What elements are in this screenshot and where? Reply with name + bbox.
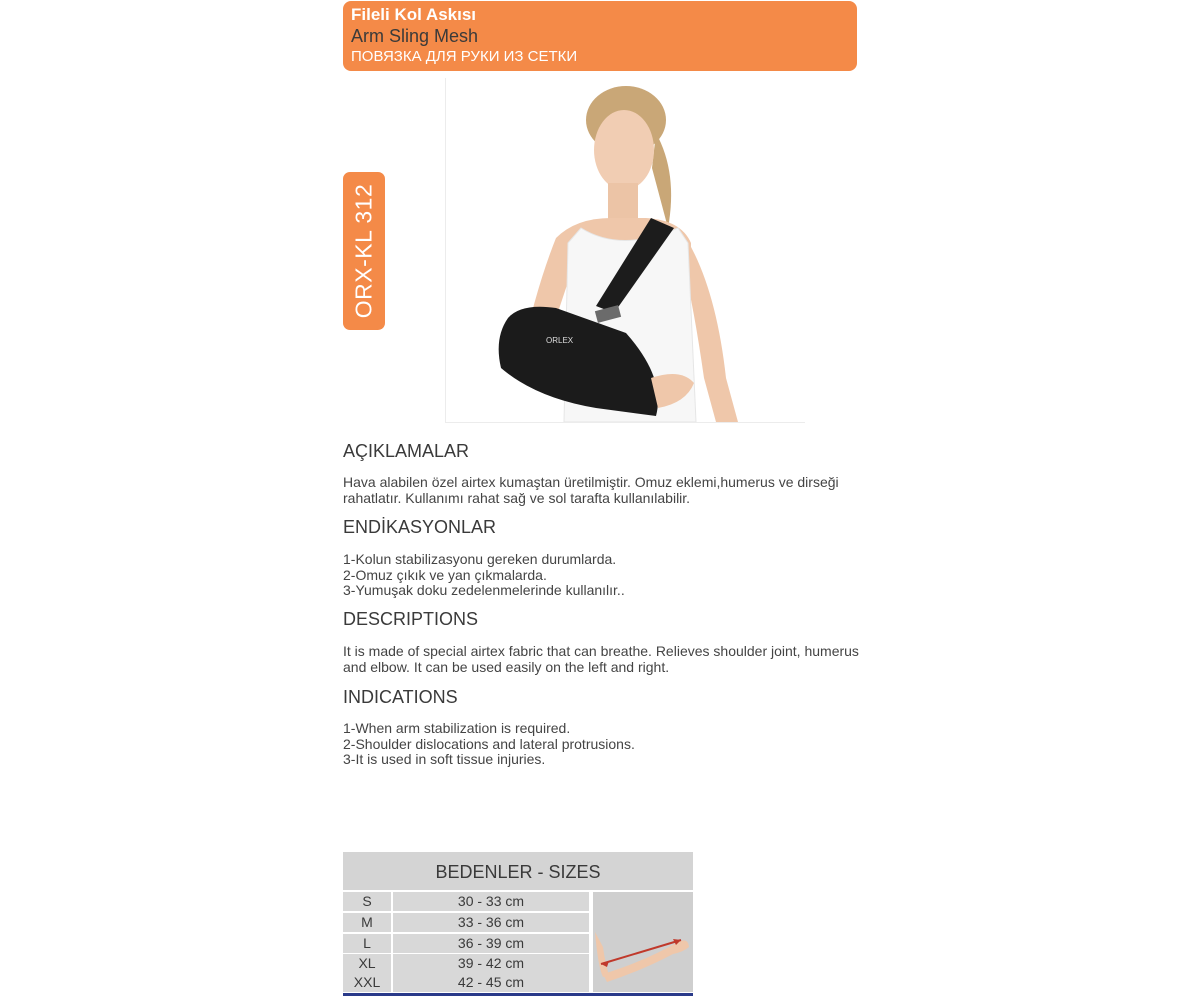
product-code-tab xyxy=(343,172,385,330)
table-row xyxy=(343,973,591,992)
table-row xyxy=(343,934,591,953)
woman-wearing-arm-sling-image xyxy=(446,78,804,422)
text-line: It is made of special airtex fabric that can breathe. Relieves shoulder joint, humerus xyxy=(343,643,859,659)
size-label: XL xyxy=(343,954,391,973)
forearm-measure-icon xyxy=(593,892,693,992)
table-row xyxy=(343,892,591,911)
section-text-indications xyxy=(343,721,863,768)
product-code: ORX-KL 312 xyxy=(350,183,377,319)
table-row xyxy=(343,954,591,973)
text-line: 1-When arm stabilization is required. xyxy=(343,720,571,736)
section-heading-aciklamalar: AÇIKLAMALAR xyxy=(343,441,470,461)
text-line: 2-Shoulder dislocations and lateral protrusions. xyxy=(343,735,635,752)
section-heading-endikasyonlar: ENDİKASYONLAR xyxy=(343,517,497,537)
title-english: Arm Sling Mesh xyxy=(351,26,479,46)
text-line: 1-Kolun stabilizasyonu gereken durumlarda. xyxy=(343,551,617,567)
size-label: M xyxy=(343,913,391,932)
size-range: 33 - 36 cm xyxy=(393,913,589,932)
size-range: 39 - 42 cm xyxy=(393,954,589,973)
size-label: S xyxy=(343,892,391,911)
section-heading-descriptions: DESCRIPTIONS xyxy=(343,609,479,629)
size-label: L xyxy=(343,934,391,953)
table-bottom-bar xyxy=(343,993,693,996)
size-range: 36 - 39 cm xyxy=(393,934,589,953)
text-line: and elbow. It can be used easily on the left and right. xyxy=(343,658,670,675)
title-russian: ПОВЯЗКА ДЛЯ РУКИ ИЗ СЕТКИ xyxy=(351,48,578,65)
section-text-descriptions xyxy=(343,644,863,675)
text-line: 3-Yumuşak doku zedelenmelerinde kullanılır.. xyxy=(343,582,625,598)
brand-logo-text: ORLEX xyxy=(546,336,574,345)
arm-measurement-illustration xyxy=(593,892,693,992)
size-table xyxy=(343,852,693,997)
text-line: Hava alabilen özel airtex kumaştan üretilmiştir. Omuz eklemi,humerus ve dirseği xyxy=(343,474,839,490)
section-text-aciklamalar xyxy=(343,475,863,506)
size-range: 30 - 33 cm xyxy=(393,892,589,911)
section-text-endikasyonlar xyxy=(343,552,863,599)
product-title-banner xyxy=(343,1,857,71)
text-line: 2-Omuz çıkık ve yan çıkmalarda. xyxy=(343,566,547,583)
size-label: XXL xyxy=(343,973,391,992)
product-photo xyxy=(445,78,805,423)
title-turkish: Fileli Kol Askısı xyxy=(351,5,477,24)
text-line: 3-It is used in soft tissue injuries. xyxy=(343,751,546,767)
size-range: 42 - 45 cm xyxy=(393,973,589,992)
table-row xyxy=(343,913,591,932)
section-heading-indications: INDICATIONS xyxy=(343,687,458,707)
text-line: rahatlatır. Kullanımı rahat sağ ve sol tarafta kullanılabilir. xyxy=(343,489,691,506)
size-table-title: BEDENLER - SIZES xyxy=(343,852,693,890)
